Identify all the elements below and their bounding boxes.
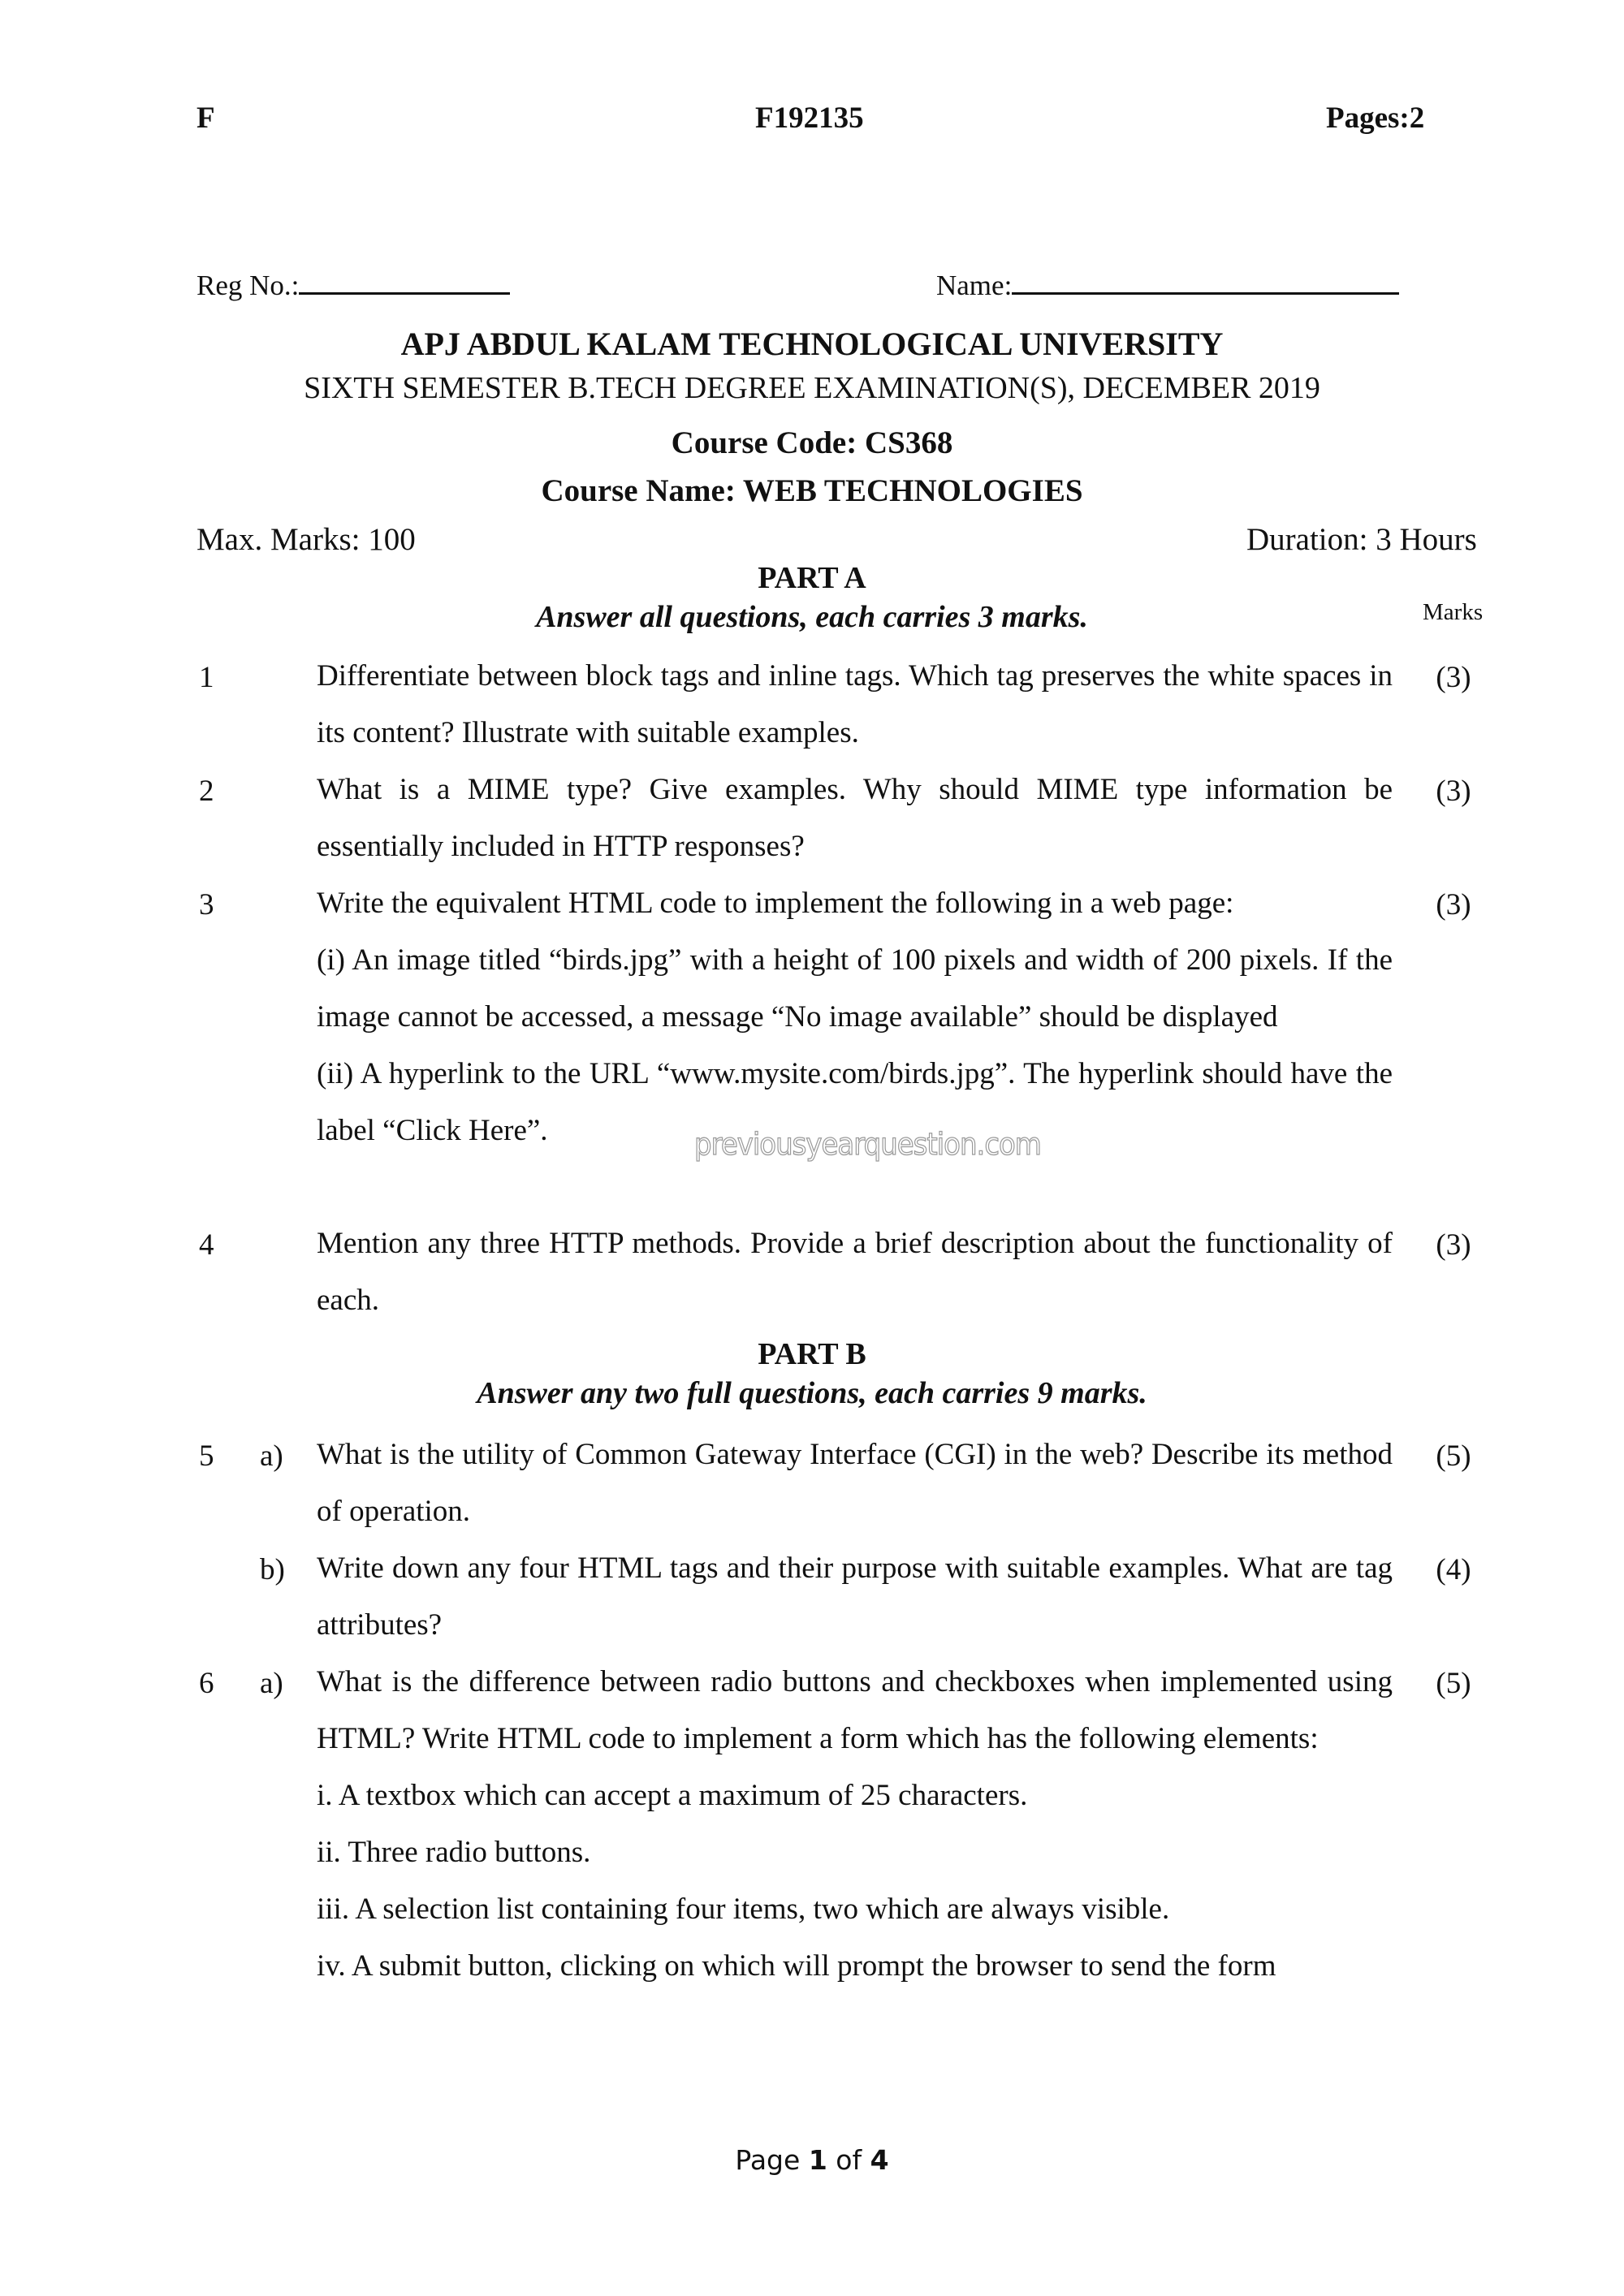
question-marks: (5): [1436, 1439, 1471, 1473]
page-footer: [0, 2144, 1624, 2176]
header-left: F: [197, 101, 215, 135]
name-line: [1012, 268, 1399, 295]
question-marks: (5): [1436, 1667, 1471, 1700]
question-marks: (3): [1436, 1228, 1471, 1262]
part-a-title: PART A: [758, 561, 866, 595]
name-label: Name:: [936, 270, 1013, 301]
sub-question-label: b): [260, 1553, 285, 1586]
university-name: APJ ABDUL KALAM TECHNOLOGICAL UNIVERSITY: [400, 326, 1224, 362]
duration: Duration: 3 Hours: [1246, 522, 1477, 557]
exam-title: SIXTH SEMESTER B.TECH DEGREE EXAMINATION(S), DECEMBER 2019: [304, 371, 1320, 405]
sub-question-label: a): [260, 1439, 283, 1473]
name-field: [936, 268, 1399, 302]
reg-no-field: [197, 268, 510, 302]
part-b-title: PART B: [758, 1337, 866, 1371]
question-marks: (3): [1436, 888, 1471, 921]
question-text: What is the utility of Common Gateway Interface (CGI) in the web? Describe its method of operation.: [317, 1438, 1393, 1528]
question-marks: (3): [1436, 775, 1471, 808]
footer-of-label: of: [836, 2144, 862, 2176]
question-text: Differentiate between block tags and inline tags. Which tag preserves the white spaces in its content? Illustrate with suitable examples.: [317, 659, 1393, 749]
question-text: What is the difference between radio buttons and checkboxes when implemented using HTML? Write HTML code to implement a form which has the following elements: i. A textbox which can accept a maximum of 25 characters. ii. Three radio buttons. iii. A selection list containing four items, two which are always visible. iv. A submit button, clicking on which will prompt the browser to send the form: [317, 1665, 1393, 1983]
footer-total-pages: 4: [870, 2144, 889, 2176]
question-number: 4: [199, 1228, 214, 1262]
question-marks: (3): [1436, 661, 1471, 694]
part-a-instruction: Answer all questions, each carries 3 marks.: [536, 600, 1088, 634]
course-code: Course Code: CS368: [671, 425, 953, 460]
question-number: 1: [199, 661, 214, 694]
footer-page-number: 1: [808, 2144, 827, 2176]
question-text: What is a MIME type? Give examples. Why should MIME type information be essentially included in HTTP responses?: [317, 773, 1393, 863]
page-count: Pages:2: [1326, 101, 1425, 135]
question-marks: (4): [1436, 1553, 1471, 1586]
marks-column-label: Marks: [1423, 599, 1484, 625]
reg-no-line: [299, 268, 510, 295]
footer-page-label: Page: [735, 2144, 801, 2176]
sub-question-label: a): [260, 1667, 283, 1700]
watermark: previousyearquestion.com: [694, 1127, 1041, 1163]
max-marks: Max. Marks: 100: [197, 522, 416, 557]
question-text: Mention any three HTTP methods. Provide a brief description about the functionality of each.: [317, 1227, 1393, 1317]
question-text: Write down any four HTML tags and their purpose with suitable examples. What are tag attributes?: [317, 1552, 1393, 1642]
question-text: Write the equivalent HTML code to implement the following in a web page: (i) An image titled “birds.jpg” with a height of 100 pixels and width of 200 pixels. If the image cannot be accessed, a message “No image available” should be displayed (ii) A hyperlink to the URL “www.mysite.com/birds.jpg”. The hyperlink should have the label “Click Here”.: [317, 887, 1393, 1147]
question-number: 3: [199, 888, 214, 921]
question-number: 6: [199, 1667, 214, 1700]
paper-code: F192135: [755, 101, 864, 135]
part-b-instruction: Answer any two full questions, each carries 9 marks.: [477, 1376, 1147, 1410]
reg-no-label: Reg No.:: [197, 270, 300, 301]
question-number: 2: [199, 775, 214, 808]
question-number: 5: [199, 1439, 214, 1473]
course-name: Course Name: WEB TECHNOLOGIES: [541, 473, 1083, 508]
